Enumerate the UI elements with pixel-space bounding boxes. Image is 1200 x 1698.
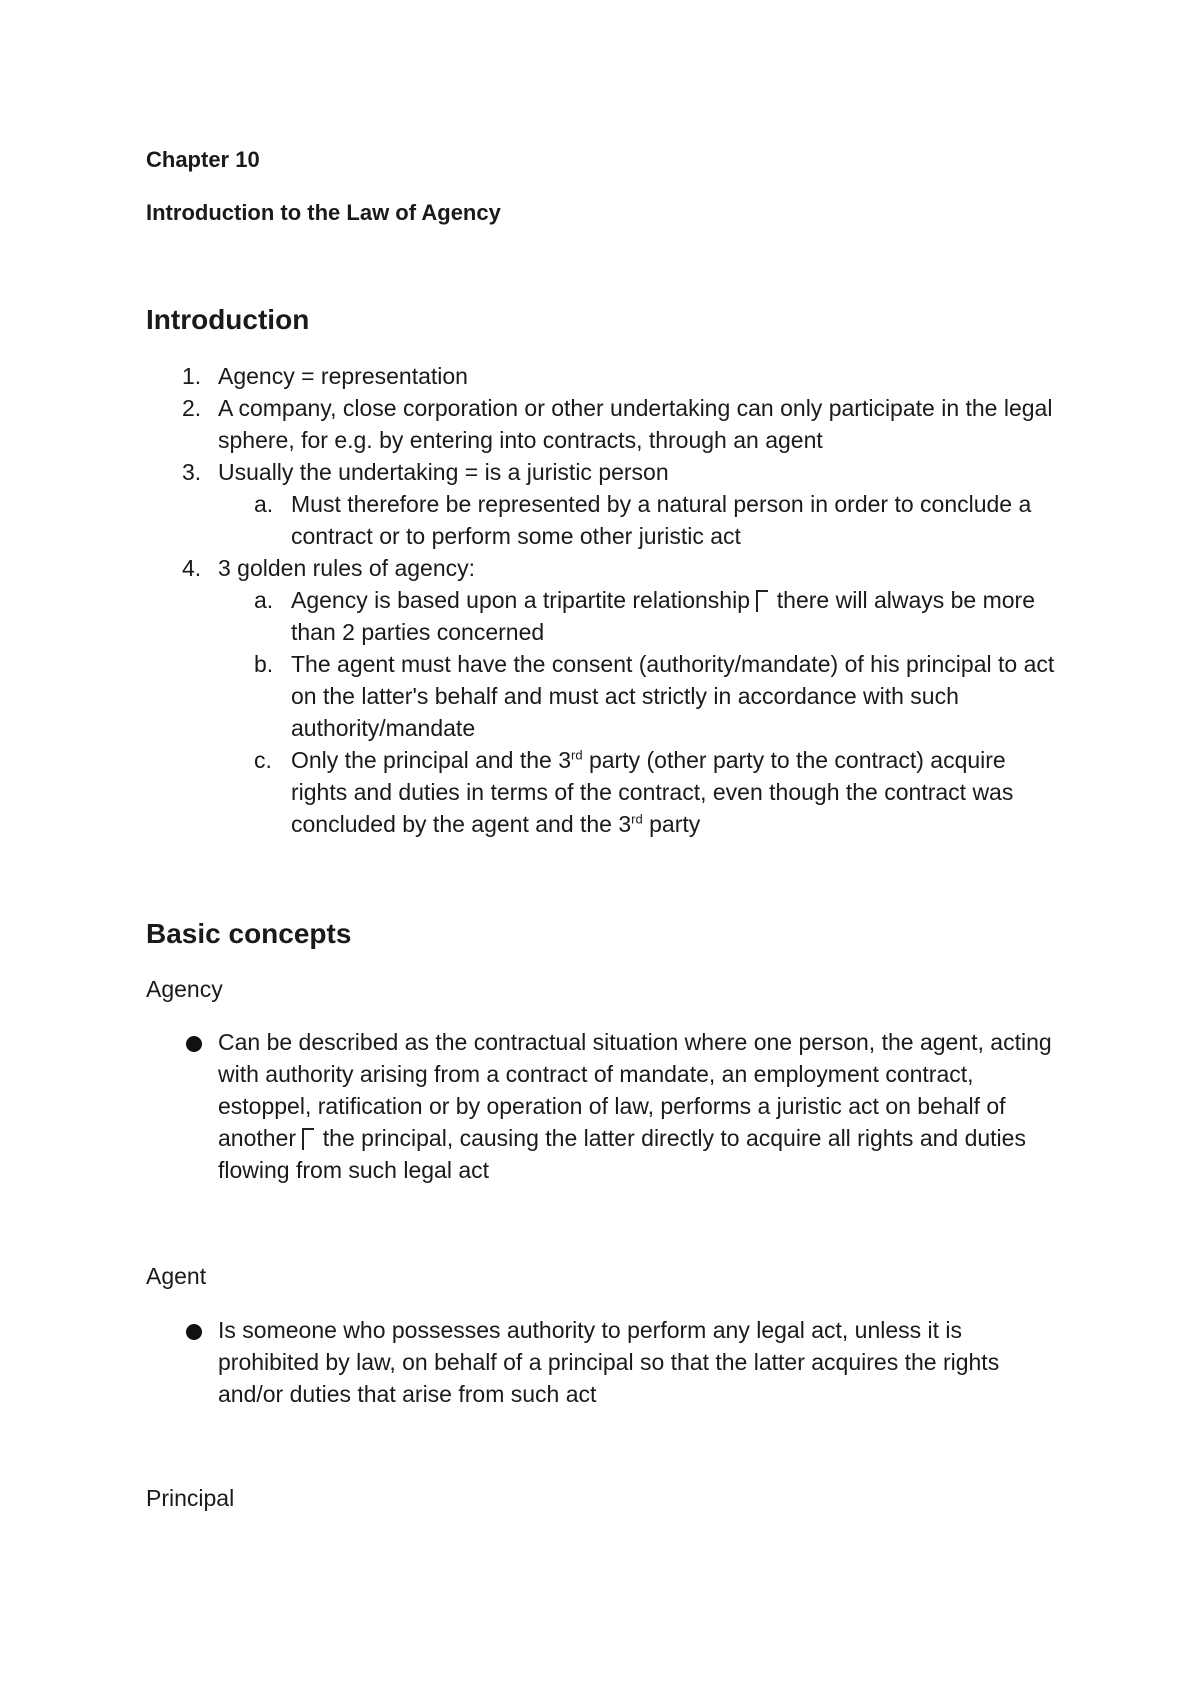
- arrow-icon: [302, 1128, 314, 1150]
- sub-list-item: [254, 744, 1066, 840]
- sub-list: [218, 584, 1066, 840]
- sub-list-item-text-continued: party (other party to the contract) acquire rights and duties in terms of the contract, even though the contract was concluded by the agent and the 3: [291, 747, 1014, 837]
- sub-list-item-text-end: party: [642, 811, 701, 837]
- list-item-text: A company, close corporation or other undertaking can only participate in the legal sphere, for e.g. by entering into contracts, through an agent: [218, 395, 1053, 453]
- introduction-heading: Introduction: [146, 304, 310, 335]
- chapter-title: Chapter 10: [146, 147, 260, 172]
- agent-label: Agent: [146, 1263, 207, 1289]
- list-item-text: Agency = representation: [218, 363, 468, 389]
- sub-list-item-text: The agent must have the consent (authority/mandate) of his principal to act on the latter's behalf and must act strictly in accordance with such authority/mandate: [291, 651, 1055, 741]
- sub-list: [218, 488, 1066, 552]
- sub-list-letter: c.: [254, 747, 272, 773]
- sub-list-item: [254, 648, 1066, 744]
- bullet-icon: [186, 1036, 202, 1052]
- agency-label: Agency: [146, 976, 223, 1002]
- sub-list-item: [254, 488, 1066, 552]
- agent-definition: Is someone who possesses authority to perform any legal act, unless it is prohibited by law, on behalf of a principal so that the latter acquires the rights and/or duties that arise from such act: [218, 1317, 1000, 1407]
- superscript: rd: [631, 811, 643, 827]
- list-number: 1.: [182, 363, 202, 389]
- list-item-text: 3 golden rules of agency:: [218, 555, 476, 581]
- arrow-icon: [756, 590, 768, 612]
- principal-label: Principal: [146, 1485, 235, 1511]
- list-item: [146, 552, 1066, 840]
- list-item-text: Usually the undertaking = is a juristic person: [218, 459, 669, 485]
- sub-list-item-text: Agency is based upon a tripartite relationship: [291, 587, 751, 613]
- list-number: 4.: [182, 555, 202, 581]
- basic-concepts-heading: Basic concepts: [146, 918, 352, 949]
- sub-list-item-text-continued: there will always be more than 2 parties concerned: [291, 587, 1036, 645]
- agency-definition: Can be described as the contractual situation where one person, the agent, acting with authority arising from a contract of mandate, an employment contract, estoppel, ratification or by operation of law, performs a juristic act on behalf of another: [218, 1029, 1052, 1151]
- sub-list-item: [254, 584, 1066, 648]
- list-item: [146, 1314, 1066, 1410]
- list-item: [146, 392, 1066, 456]
- bullet-icon: [186, 1324, 202, 1340]
- list-item: [146, 1026, 1066, 1186]
- sub-list-item-text: Only the principal and the 3: [291, 747, 572, 773]
- sub-list-letter: b.: [254, 651, 274, 677]
- list-number: 3.: [182, 459, 202, 485]
- sub-list-item-text: Must therefore be represented by a natural person in order to conclude a contract or to perform some other juristic act: [291, 491, 1032, 549]
- superscript: rd: [571, 747, 583, 763]
- sub-list-letter: a.: [254, 587, 274, 613]
- list-item: [146, 456, 1066, 552]
- list-number: 2.: [182, 395, 202, 421]
- sub-list-letter: a.: [254, 491, 274, 517]
- list-item: [146, 360, 1066, 392]
- document-subtitle: Introduction to the Law of Agency: [146, 200, 501, 225]
- agency-definition-continued: the principal, causing the latter directly to acquire all rights and duties flowing from such legal act: [218, 1125, 1026, 1183]
- introduction-list: [146, 360, 1066, 840]
